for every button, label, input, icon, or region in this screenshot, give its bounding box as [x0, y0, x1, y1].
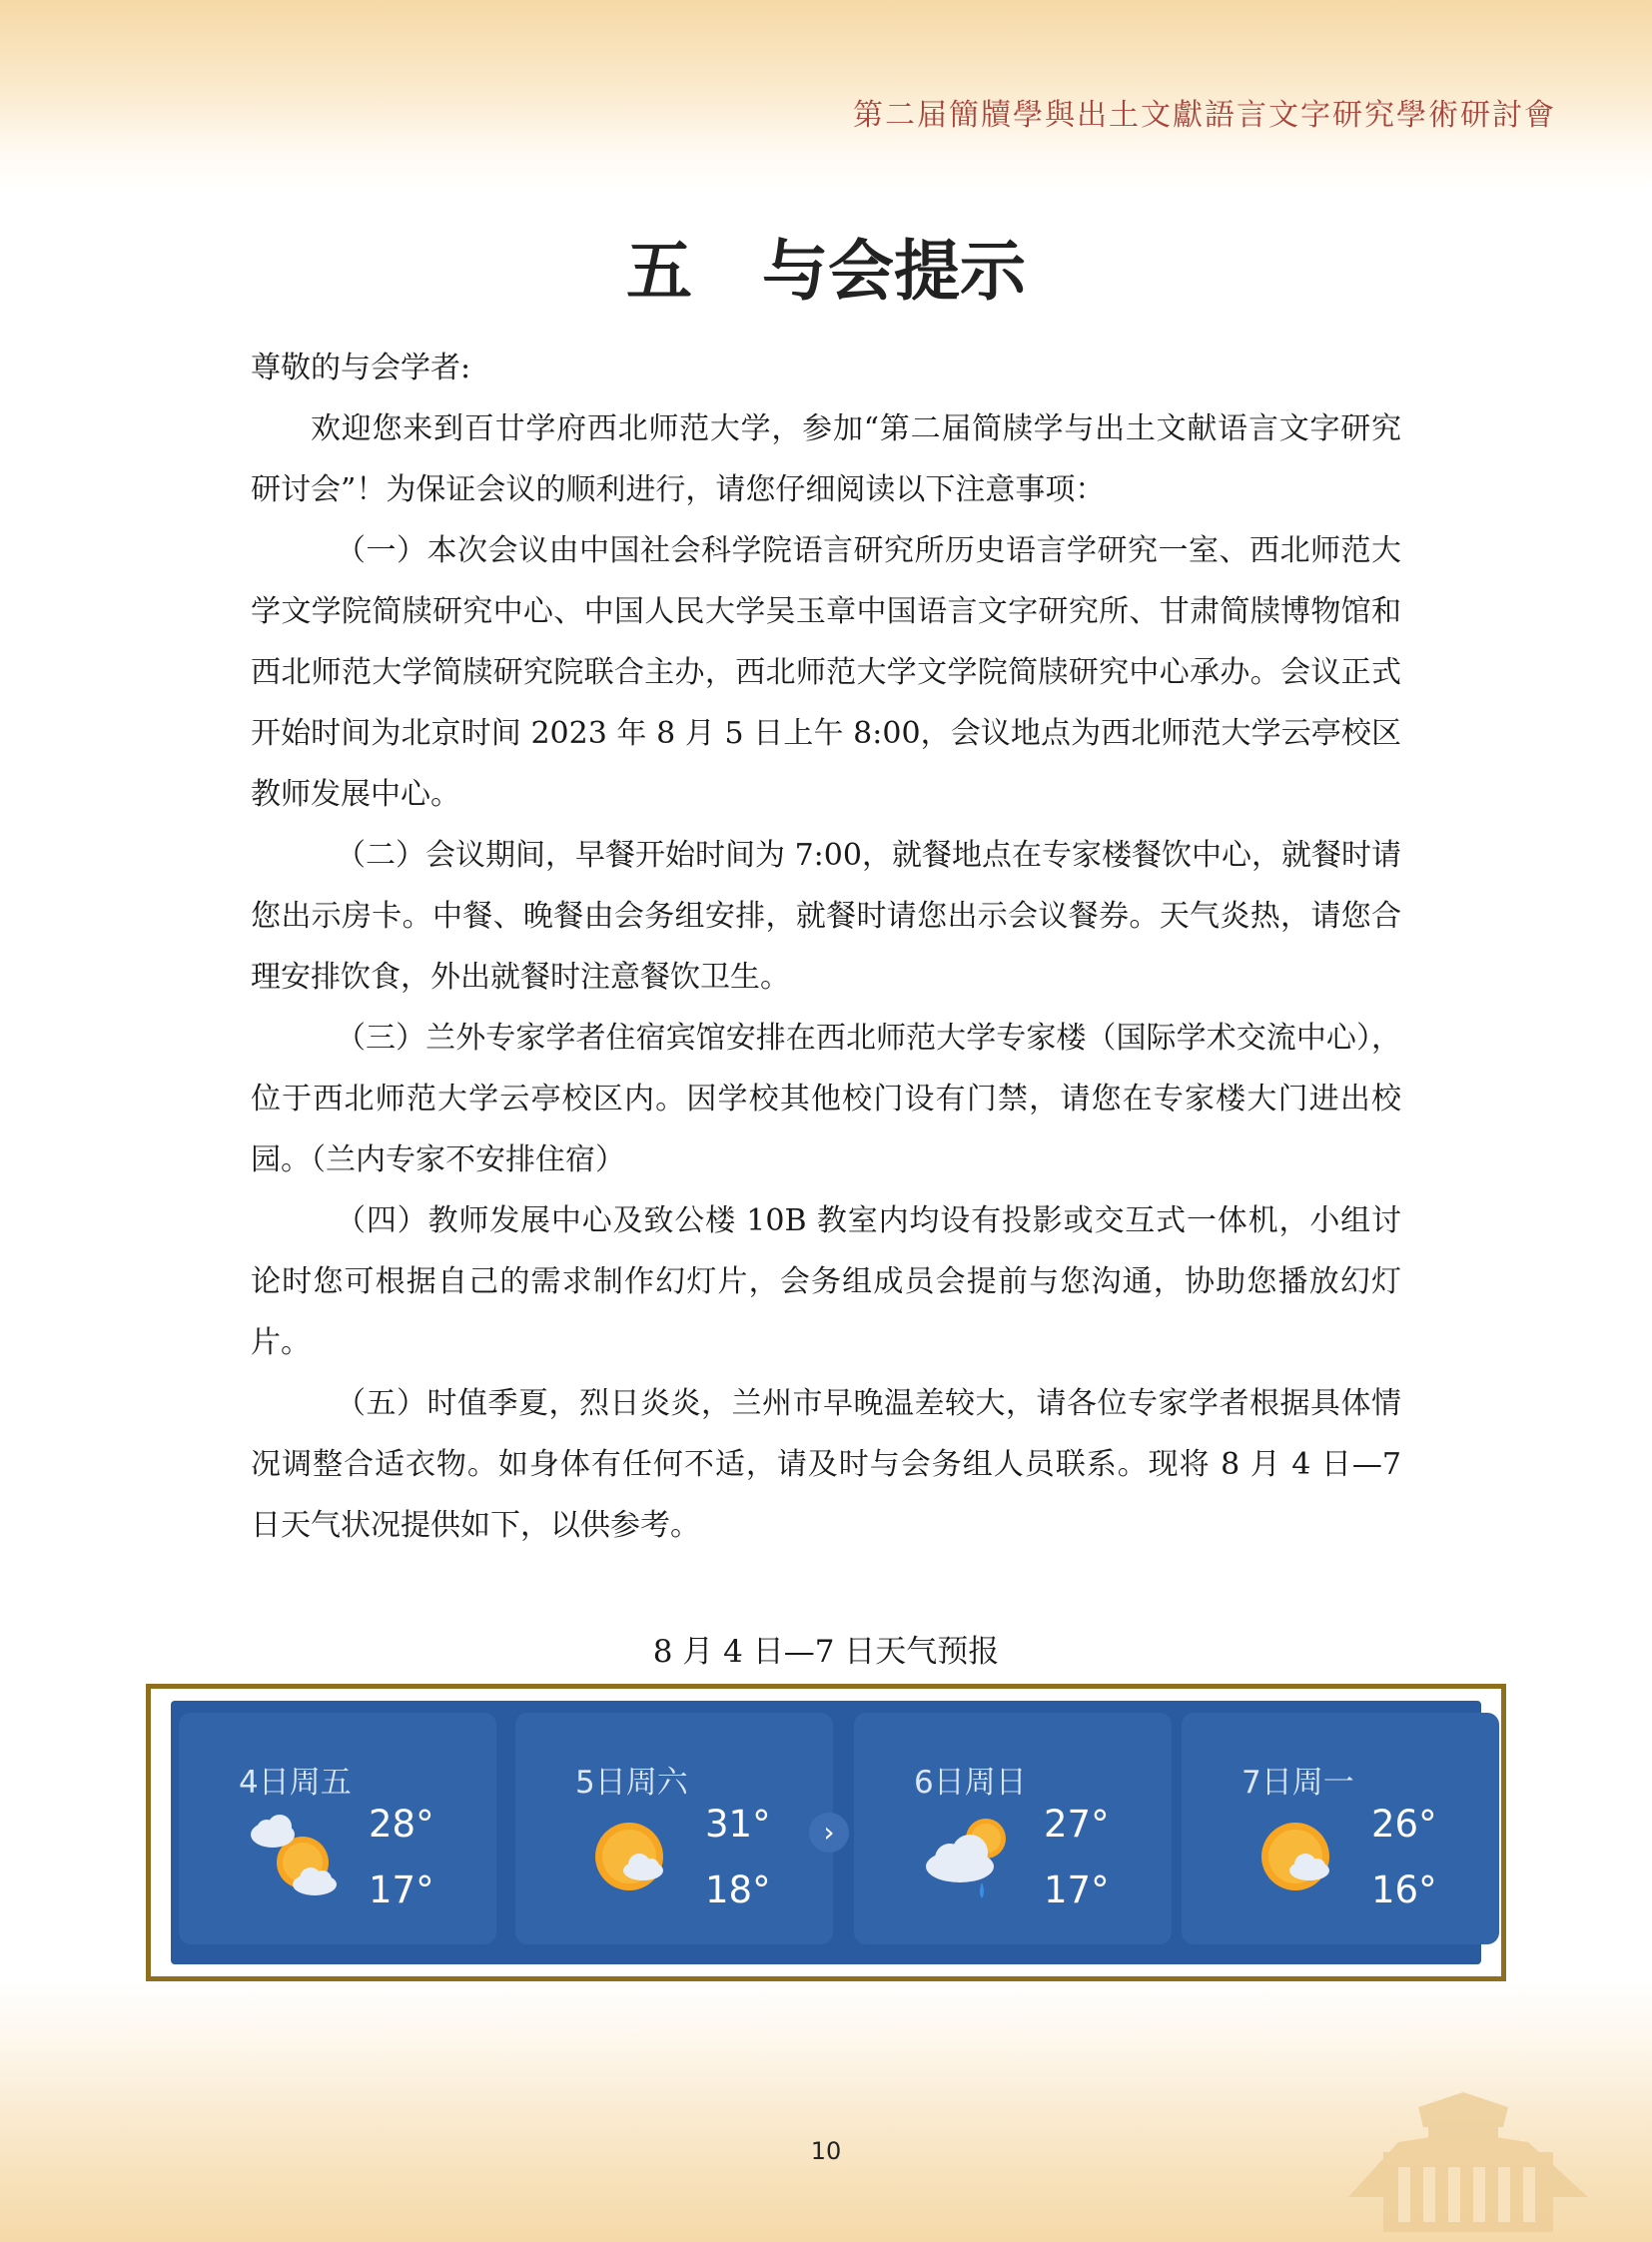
weather-card-day-1 [179, 1713, 496, 1944]
weather-panel [171, 1701, 1481, 1964]
weather-low-temp: 16° [1371, 1868, 1437, 1911]
section-number: 五 [626, 232, 692, 310]
item-2-paragraph: （二）会议期间，早餐开始时间为 7:00，就餐地点在专家楼餐饮中心，就餐时请您出示房卡。中餐、晚餐由会务组安排，就餐时请您出示会议餐券。天气炎热，请您合理安排饮食，外出就餐时注意餐饮卫生。 [251, 838, 1401, 995]
weather-high-temp: 27° [1044, 1803, 1110, 1846]
item-5-paragraph: （五）时值季夏，烈日炎炎，兰州市早晚温差较大，请各位专家学者根据具体情况调整合适衣物。如身体有任何不适，请及时与会务组人员联系。现将 8 月 4 日—7 日天气状况提供如下，以供参考。 [251, 1386, 1401, 1543]
weather-high-temp: 26° [1371, 1803, 1437, 1846]
cloudy-sun-icon [245, 1805, 345, 1904]
salutation: 尊敬的与会学者: [251, 351, 471, 385]
weather-card-day-2 [515, 1713, 833, 1944]
intro-paragraph: 欢迎您来到百廿学府西北师范大学，参加“第二届简牍学与出土文献语言文字研究研讨会”！为保证会议的顺利进行，请您仔细阅读以下注意事项： [251, 411, 1401, 507]
weather-day-label: 7日周一 [1241, 1765, 1354, 1801]
section-title: 与会提示 [762, 232, 1026, 310]
next-arrow-button[interactable]: › [809, 1813, 849, 1853]
rain-icon [920, 1805, 1020, 1904]
weather-low-temp: 17° [1044, 1868, 1110, 1911]
weather-high-temp: 31° [705, 1803, 771, 1846]
page-title [0, 218, 1652, 313]
weather-day-label: 4日周五 [239, 1765, 352, 1801]
weather-low-temp: 17° [369, 1868, 434, 1911]
weather-card-day-4 [1182, 1713, 1499, 1944]
weather-low-temp: 18° [705, 1868, 771, 1911]
item-1-paragraph: （一）本次会议由中国社会科学院语言研究所历史语言学研究一室、西北师范大学文学院简牍研究中心、中国人民大学吴玉章中国语言文字研究所、甘肃简牍博物馆和西北师范大学简牍研究院联合主办，西北师范大学文学院简牍研究中心承办。会议正式开始时间为北京时间 2023 年 8 月 5 日上午 8:00，会议地点为西北师范大学云亭校区教师发展中心。 [251, 533, 1401, 812]
weather-caption: 8 月 4 日—7 日天气预报 [652, 1634, 1000, 1670]
notice-body [251, 338, 1401, 1556]
weather-card-day-3 [854, 1713, 1172, 1944]
weather-frame [146, 1684, 1506, 1981]
weather-day-label: 6日周日 [914, 1765, 1027, 1801]
partly-cloudy-icon [1247, 1805, 1347, 1904]
partly-cloudy-icon [581, 1805, 681, 1904]
weather-day-label: 5日周六 [575, 1765, 688, 1801]
page-number: 10 [810, 2137, 842, 2165]
weather-high-temp: 28° [369, 1803, 434, 1846]
conference-header-title: 第二届簡牘學與出土文獻語言文字研究學術研討會 [853, 98, 1556, 133]
item-3-paragraph: （三）兰外专家学者住宿宾馆安排在西北师范大学专家楼（国际学术交流中心），位于西北师范大学云亭校区内。因学校其他校门设有门禁，请您在专家楼大门进出校园。（兰内专家不安排住宿） [251, 1021, 1401, 1177]
item-4-paragraph: （四）教师发展中心及致公楼 10B 教室内均设有投影或交互式一体机，小组讨论时您可根据自己的需求制作幻灯片，会务组成员会提前与您沟通，协助您播放幻灯片。 [251, 1203, 1401, 1360]
